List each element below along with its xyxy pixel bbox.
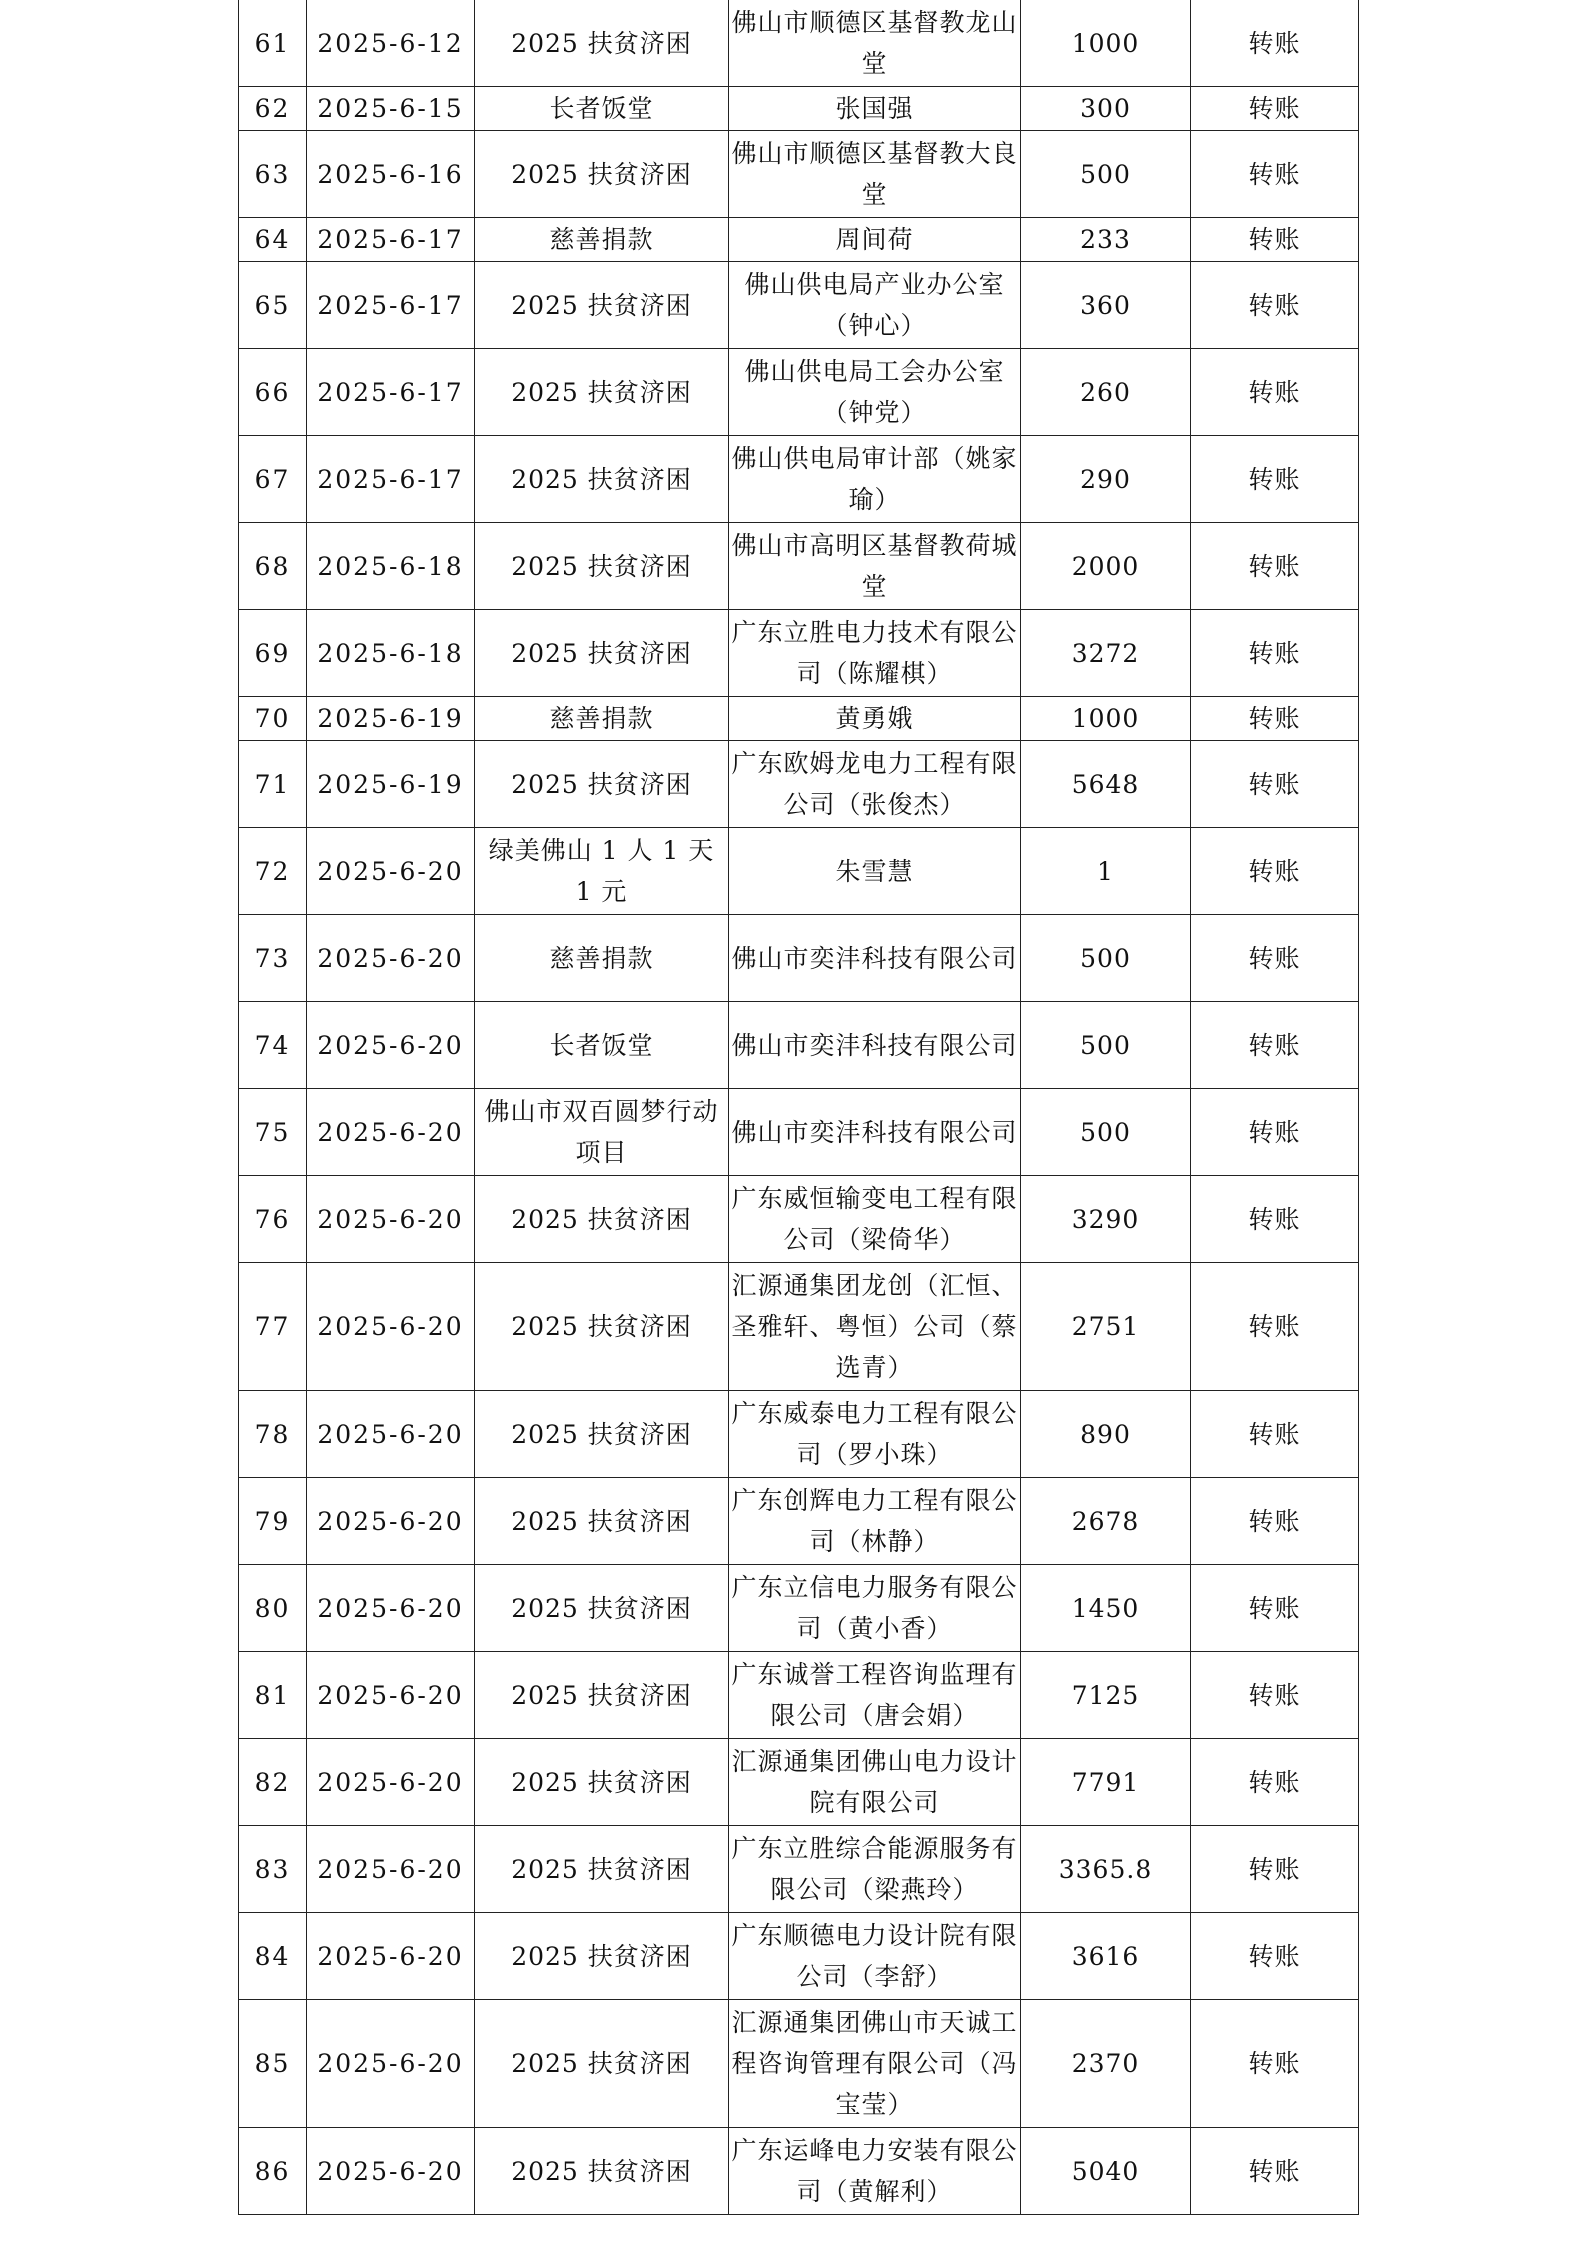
project-name-cell: 慈善捐款 <box>475 697 729 741</box>
donation-amount-cell: 5648 <box>1021 741 1191 828</box>
donation-date-cell: 2025-6-19 <box>307 741 475 828</box>
table-row <box>239 2128 1359 2215</box>
project-name-cell: 2025 扶贫济困 <box>475 262 729 349</box>
donation-amount-cell: 5040 <box>1021 2128 1191 2215</box>
donation-date-cell: 2025-6-18 <box>307 610 475 697</box>
donor-name-cell: 广东立信电力服务有限公司（黄小香） <box>729 1565 1021 1652</box>
donation-date-cell: 2025-6-20 <box>307 2000 475 2128</box>
table-row <box>239 0 1359 87</box>
donor-name-cell: 广东诚誉工程咨询监理有限公司（唐会娟） <box>729 1652 1021 1739</box>
project-name-cell: 绿美佛山 1 人 1 天 1 元 <box>475 828 729 915</box>
table-row <box>239 1739 1359 1826</box>
donation-date-cell: 2025-6-20 <box>307 1263 475 1391</box>
donor-name-cell: 汇源通集团龙创（汇恒、圣雅轩、粤恒）公司（蔡选青） <box>729 1263 1021 1391</box>
payment-method-cell: 转账 <box>1191 1089 1359 1176</box>
donation-amount-cell: 260 <box>1021 349 1191 436</box>
donation-date-cell: 2025-6-20 <box>307 1089 475 1176</box>
donation-amount-cell: 890 <box>1021 1391 1191 1478</box>
project-name-cell: 2025 扶贫济困 <box>475 741 729 828</box>
payment-method-cell: 转账 <box>1191 131 1359 218</box>
donation-date-cell: 2025-6-17 <box>307 436 475 523</box>
payment-method-cell: 转账 <box>1191 828 1359 915</box>
payment-method-cell: 转账 <box>1191 741 1359 828</box>
row-number-cell: 84 <box>239 1913 307 2000</box>
donation-amount-cell: 2751 <box>1021 1263 1191 1391</box>
donation-amount-cell: 2370 <box>1021 2000 1191 2128</box>
project-name-cell: 2025 扶贫济困 <box>475 0 729 87</box>
donation-date-cell: 2025-6-20 <box>307 1565 475 1652</box>
payment-method-cell: 转账 <box>1191 1002 1359 1089</box>
donor-name-cell: 佛山供电局审计部（姚家瑜） <box>729 436 1021 523</box>
donor-name-cell: 佛山市顺德区基督教龙山堂 <box>729 0 1021 87</box>
donation-date-cell: 2025-6-20 <box>307 915 475 1002</box>
project-name-cell: 长者饭堂 <box>475 87 729 131</box>
row-number-cell: 79 <box>239 1478 307 1565</box>
donation-amount-cell: 233 <box>1021 218 1191 262</box>
table-row <box>239 1176 1359 1263</box>
table-row <box>239 1913 1359 2000</box>
project-name-cell: 2025 扶贫济困 <box>475 436 729 523</box>
table-row <box>239 2000 1359 2128</box>
donation-amount-cell: 2678 <box>1021 1478 1191 1565</box>
donation-amount-cell: 3365.8 <box>1021 1826 1191 1913</box>
row-number-cell: 63 <box>239 131 307 218</box>
payment-method-cell: 转账 <box>1191 697 1359 741</box>
table-row <box>239 1478 1359 1565</box>
donation-date-cell: 2025-6-19 <box>307 697 475 741</box>
table-row <box>239 218 1359 262</box>
table-row <box>239 87 1359 131</box>
project-name-cell: 长者饭堂 <box>475 1002 729 1089</box>
donation-date-cell: 2025-6-20 <box>307 1176 475 1263</box>
donor-name-cell: 汇源通集团佛山电力设计院有限公司 <box>729 1739 1021 1826</box>
row-number-cell: 81 <box>239 1652 307 1739</box>
project-name-cell: 2025 扶贫济困 <box>475 523 729 610</box>
donor-name-cell: 黄勇娥 <box>729 697 1021 741</box>
donor-name-cell: 佛山市奕沣科技有限公司 <box>729 915 1021 1002</box>
project-name-cell: 慈善捐款 <box>475 915 729 1002</box>
payment-method-cell: 转账 <box>1191 218 1359 262</box>
payment-method-cell: 转账 <box>1191 1739 1359 1826</box>
donation-amount-cell: 3272 <box>1021 610 1191 697</box>
project-name-cell: 2025 扶贫济困 <box>475 1391 729 1478</box>
project-name-cell: 2025 扶贫济困 <box>475 1913 729 2000</box>
table-row <box>239 1263 1359 1391</box>
row-number-cell: 68 <box>239 523 307 610</box>
payment-method-cell: 转账 <box>1191 87 1359 131</box>
donation-amount-cell: 500 <box>1021 915 1191 1002</box>
donation-date-cell: 2025-6-20 <box>307 1913 475 2000</box>
table-row <box>239 915 1359 1002</box>
donation-date-cell: 2025-6-20 <box>307 1652 475 1739</box>
donation-amount-cell: 1450 <box>1021 1565 1191 1652</box>
donation-amount-cell: 3616 <box>1021 1913 1191 2000</box>
project-name-cell: 2025 扶贫济困 <box>475 349 729 436</box>
payment-method-cell: 转账 <box>1191 915 1359 1002</box>
payment-method-cell: 转账 <box>1191 0 1359 87</box>
table-row <box>239 1826 1359 1913</box>
row-number-cell: 61 <box>239 0 307 87</box>
row-number-cell: 67 <box>239 436 307 523</box>
project-name-cell: 2025 扶贫济困 <box>475 1263 729 1391</box>
table-row <box>239 697 1359 741</box>
donation-date-cell: 2025-6-18 <box>307 523 475 610</box>
row-number-cell: 83 <box>239 1826 307 1913</box>
donation-amount-cell: 500 <box>1021 1002 1191 1089</box>
payment-method-cell: 转账 <box>1191 523 1359 610</box>
donation-table-body <box>239 0 1359 2215</box>
row-number-cell: 62 <box>239 87 307 131</box>
donation-date-cell: 2025-6-16 <box>307 131 475 218</box>
row-number-cell: 65 <box>239 262 307 349</box>
donation-date-cell: 2025-6-20 <box>307 828 475 915</box>
row-number-cell: 71 <box>239 741 307 828</box>
row-number-cell: 80 <box>239 1565 307 1652</box>
donor-name-cell: 广东运峰电力安装有限公司（黄解利） <box>729 2128 1021 2215</box>
payment-method-cell: 转账 <box>1191 436 1359 523</box>
table-row <box>239 1565 1359 1652</box>
payment-method-cell: 转账 <box>1191 1263 1359 1391</box>
payment-method-cell: 转账 <box>1191 1652 1359 1739</box>
row-number-cell: 66 <box>239 349 307 436</box>
donor-name-cell: 广东威恒输变电工程有限公司（梁倚华） <box>729 1176 1021 1263</box>
project-name-cell: 2025 扶贫济困 <box>475 2128 729 2215</box>
donor-name-cell: 广东立胜综合能源服务有限公司（梁燕玲） <box>729 1826 1021 1913</box>
donation-amount-cell: 300 <box>1021 87 1191 131</box>
payment-method-cell: 转账 <box>1191 1478 1359 1565</box>
payment-method-cell: 转账 <box>1191 2128 1359 2215</box>
donor-name-cell: 张国强 <box>729 87 1021 131</box>
row-number-cell: 72 <box>239 828 307 915</box>
row-number-cell: 85 <box>239 2000 307 2128</box>
donation-date-cell: 2025-6-12 <box>307 0 475 87</box>
row-number-cell: 69 <box>239 610 307 697</box>
project-name-cell: 2025 扶贫济困 <box>475 1478 729 1565</box>
payment-method-cell: 转账 <box>1191 349 1359 436</box>
donor-name-cell: 汇源通集团佛山市天诚工程咨询管理有限公司（冯宝莹） <box>729 2000 1021 2128</box>
donor-name-cell: 广东威泰电力工程有限公司（罗小珠） <box>729 1391 1021 1478</box>
row-number-cell: 73 <box>239 915 307 1002</box>
project-name-cell: 2025 扶贫济困 <box>475 131 729 218</box>
table-row <box>239 1391 1359 1478</box>
project-name-cell: 慈善捐款 <box>475 218 729 262</box>
donation-date-cell: 2025-6-20 <box>307 1739 475 1826</box>
table-row <box>239 436 1359 523</box>
donor-name-cell: 广东欧姆龙电力工程有限公司（张俊杰） <box>729 741 1021 828</box>
donation-amount-cell: 290 <box>1021 436 1191 523</box>
row-number-cell: 77 <box>239 1263 307 1391</box>
project-name-cell: 2025 扶贫济困 <box>475 1826 729 1913</box>
table-row <box>239 610 1359 697</box>
payment-method-cell: 转账 <box>1191 262 1359 349</box>
donation-amount-cell: 2000 <box>1021 523 1191 610</box>
donation-date-cell: 2025-6-17 <box>307 218 475 262</box>
project-name-cell: 佛山市双百圆梦行动项目 <box>475 1089 729 1176</box>
project-name-cell: 2025 扶贫济困 <box>475 1652 729 1739</box>
donation-amount-cell: 1000 <box>1021 0 1191 87</box>
table-row <box>239 828 1359 915</box>
table-row <box>239 1652 1359 1739</box>
donor-name-cell: 佛山市奕沣科技有限公司 <box>729 1002 1021 1089</box>
payment-method-cell: 转账 <box>1191 1565 1359 1652</box>
donation-date-cell: 2025-6-15 <box>307 87 475 131</box>
project-name-cell: 2025 扶贫济困 <box>475 1565 729 1652</box>
table-row <box>239 349 1359 436</box>
row-number-cell: 76 <box>239 1176 307 1263</box>
donor-name-cell: 佛山市顺德区基督教大良堂 <box>729 131 1021 218</box>
table-row <box>239 1089 1359 1176</box>
row-number-cell: 75 <box>239 1089 307 1176</box>
donor-name-cell: 佛山市高明区基督教荷城堂 <box>729 523 1021 610</box>
donor-name-cell: 周间荷 <box>729 218 1021 262</box>
table-row <box>239 262 1359 349</box>
donation-amount-cell: 500 <box>1021 1089 1191 1176</box>
donor-name-cell: 佛山市奕沣科技有限公司 <box>729 1089 1021 1176</box>
project-name-cell: 2025 扶贫济困 <box>475 2000 729 2128</box>
donation-amount-cell: 360 <box>1021 262 1191 349</box>
donor-name-cell: 广东顺德电力设计院有限公司（李舒） <box>729 1913 1021 2000</box>
donor-name-cell: 广东创辉电力工程有限公司（林静） <box>729 1478 1021 1565</box>
donation-date-cell: 2025-6-17 <box>307 262 475 349</box>
donor-name-cell: 佛山供电局工会办公室（钟党） <box>729 349 1021 436</box>
table-row <box>239 523 1359 610</box>
row-number-cell: 82 <box>239 1739 307 1826</box>
donation-amount-cell: 1000 <box>1021 697 1191 741</box>
project-name-cell: 2025 扶贫济困 <box>475 1176 729 1263</box>
donation-date-cell: 2025-6-20 <box>307 2128 475 2215</box>
donation-amount-cell: 7125 <box>1021 1652 1191 1739</box>
row-number-cell: 64 <box>239 218 307 262</box>
donation-date-cell: 2025-6-20 <box>307 1478 475 1565</box>
project-name-cell: 2025 扶贫济困 <box>475 610 729 697</box>
row-number-cell: 78 <box>239 1391 307 1478</box>
donation-amount-cell: 7791 <box>1021 1739 1191 1826</box>
payment-method-cell: 转账 <box>1191 1913 1359 2000</box>
payment-method-cell: 转账 <box>1191 610 1359 697</box>
table-row <box>239 131 1359 218</box>
donation-date-cell: 2025-6-20 <box>307 1002 475 1089</box>
payment-method-cell: 转账 <box>1191 1391 1359 1478</box>
donation-date-cell: 2025-6-20 <box>307 1826 475 1913</box>
donation-table-page <box>238 0 1358 2215</box>
table-row <box>239 741 1359 828</box>
table-row <box>239 1002 1359 1089</box>
donor-name-cell: 佛山供电局产业办公室（钟心） <box>729 262 1021 349</box>
donation-date-cell: 2025-6-17 <box>307 349 475 436</box>
donation-amount-cell: 1 <box>1021 828 1191 915</box>
project-name-cell: 2025 扶贫济困 <box>475 1739 729 1826</box>
payment-method-cell: 转账 <box>1191 1176 1359 1263</box>
donor-name-cell: 朱雪慧 <box>729 828 1021 915</box>
donation-amount-cell: 3290 <box>1021 1176 1191 1263</box>
donor-name-cell: 广东立胜电力技术有限公司（陈耀棋） <box>729 610 1021 697</box>
donation-date-cell: 2025-6-20 <box>307 1391 475 1478</box>
row-number-cell: 74 <box>239 1002 307 1089</box>
payment-method-cell: 转账 <box>1191 2000 1359 2128</box>
payment-method-cell: 转账 <box>1191 1826 1359 1913</box>
donation-amount-cell: 500 <box>1021 131 1191 218</box>
row-number-cell: 70 <box>239 697 307 741</box>
donation-table <box>238 0 1359 2215</box>
row-number-cell: 86 <box>239 2128 307 2215</box>
